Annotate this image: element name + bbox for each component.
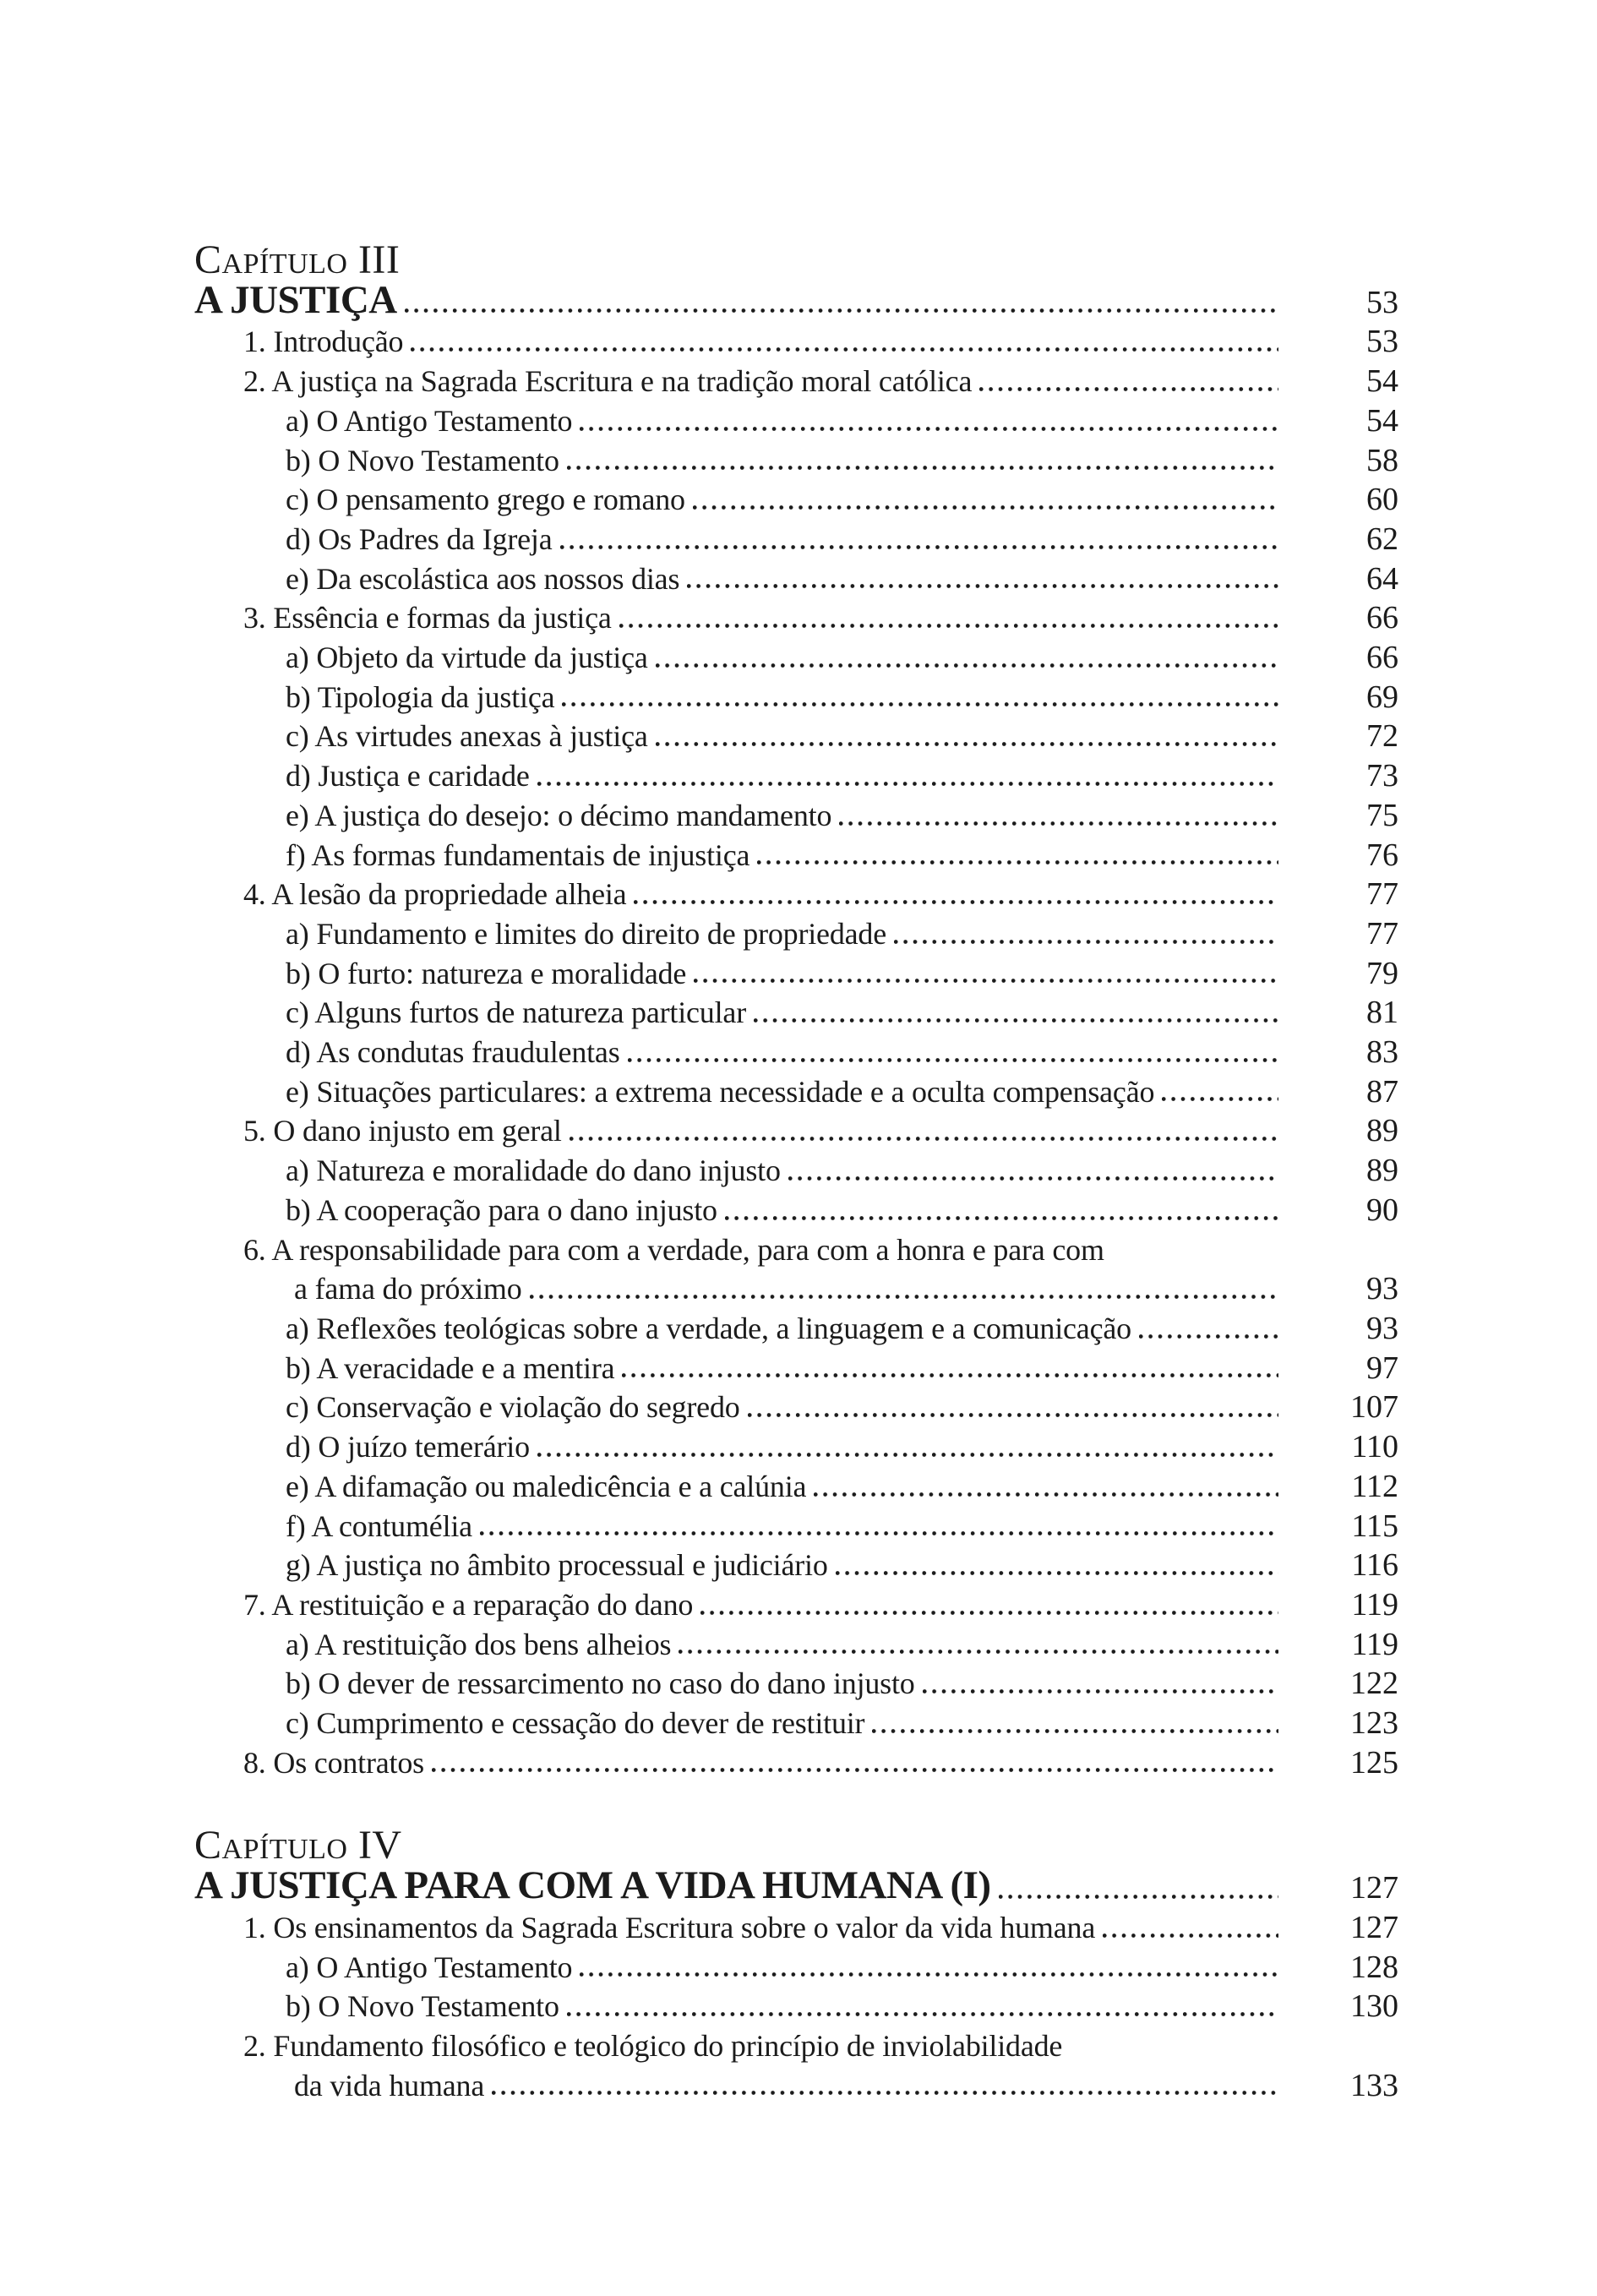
- toc-entry-label: b) O Novo Testamento: [286, 1989, 559, 2024]
- chapter-title: [194, 277, 1398, 323]
- toc-entry-label: a) A restituição dos bens alheios: [286, 1627, 672, 1661]
- page-number: 125: [1350, 1744, 1398, 1781]
- chapter-label: [194, 1823, 1398, 1868]
- toc-entry-label: a) Natureza e moralidade do dano injusto: [286, 1153, 781, 1188]
- toc-entry-label: c) Conservação e violação do segredo: [286, 1390, 740, 1425]
- toc-entry-label: f) A contumélia: [286, 1508, 472, 1543]
- toc-entry: [194, 441, 1398, 481]
- toc-entry-label: b) Tipologia da justiça: [286, 679, 555, 714]
- toc-entry-label: d) Os Padres da Igreja: [286, 521, 553, 556]
- toc-entry-label: 5. O dano injusto em geral: [243, 1114, 562, 1148]
- dot-leader: [559, 441, 1280, 481]
- toc-page-content: [194, 237, 1398, 2105]
- toc-entry: [194, 1309, 1398, 1349]
- page-number: 130: [1350, 1988, 1398, 2025]
- chapter-title: [194, 1863, 1398, 1908]
- dot-leader: [403, 322, 1280, 362]
- toc-section: [194, 1823, 1398, 2105]
- dot-leader: [648, 717, 1280, 756]
- dot-leader: [626, 875, 1280, 914]
- toc-entry: [194, 717, 1398, 756]
- dot-leader: [572, 1948, 1280, 1988]
- chapter-title-label: A JUSTIÇA PARA COM A VIDA HUMANA (I): [194, 1863, 991, 1908]
- page-number: 87: [1366, 1073, 1398, 1110]
- dot-leader: [1062, 2026, 1280, 2066]
- toc-entry: [194, 638, 1398, 678]
- page-number: 77: [1366, 915, 1398, 952]
- toc-entry: [194, 1269, 1398, 1309]
- toc-entry: [194, 1908, 1398, 1948]
- toc-entry-label: e) A justiça do desejo: o décimo mandamento: [286, 798, 832, 832]
- dot-leader: [1095, 1908, 1280, 1948]
- toc-entry-label: a) Reflexões teológicas sobre a verdade, a linguagem e a comunicação: [286, 1311, 1131, 1345]
- dot-leader: [972, 362, 1280, 401]
- toc-entry: [194, 1427, 1398, 1467]
- dot-leader: [559, 1987, 1280, 2026]
- page-number: 110: [1351, 1429, 1398, 1465]
- toc-entry-label: 8. Os contratos: [243, 1745, 424, 1780]
- toc-entry-label: 2. Fundamento filosófico e teológico do princípio de inviolabilidade: [243, 2028, 1063, 2063]
- page-number: 69: [1366, 679, 1398, 715]
- toc-entry-label: c) Cumprimento e cessação do dever de restituir: [286, 1706, 865, 1741]
- page-number: 54: [1366, 363, 1398, 400]
- dot-leader: [530, 756, 1280, 796]
- toc-entry-label: 2. A justiça na Sagrada Escritura e na tradição moral católica: [243, 364, 973, 399]
- dot-leader: [572, 401, 1280, 441]
- toc-entry: [194, 875, 1398, 914]
- page-number: 133: [1350, 2067, 1398, 2103]
- dot-leader: [400, 241, 1280, 281]
- chapter-label-label: Capítulo III: [194, 237, 401, 282]
- page-number: 83: [1366, 1034, 1398, 1071]
- page-number: 72: [1366, 718, 1398, 755]
- toc-entry: [194, 1033, 1398, 1072]
- toc-entry-label: 7. A restituição e a reparação do dano: [243, 1587, 694, 1622]
- toc-entry-label: e) Situações particulares: a extrema necessidade e a oculta compensação: [286, 1074, 1155, 1109]
- toc-entry-label: d) Justiça e caridade: [286, 759, 530, 794]
- dot-leader: [806, 1467, 1280, 1507]
- toc-entry-label: da vida humana: [294, 2068, 485, 2102]
- toc-entry: [194, 598, 1398, 638]
- toc-entry: [194, 1467, 1398, 1507]
- page-number: 79: [1366, 955, 1398, 991]
- toc-entry-label: a) Fundamento e limites do direito de propriedade: [286, 916, 886, 951]
- toc-entry: [194, 1664, 1398, 1704]
- dot-leader: [864, 1704, 1280, 1743]
- toc-entry: [194, 836, 1398, 875]
- dot-leader: [679, 559, 1280, 599]
- page-number: 112: [1351, 1468, 1398, 1504]
- dot-leader: [530, 1427, 1280, 1467]
- dot-leader: [620, 1033, 1280, 1072]
- page-number: 77: [1366, 876, 1398, 913]
- toc-entry: [194, 1704, 1398, 1743]
- toc-entry-label: e) Da escolástica aos nossos dias: [286, 561, 680, 596]
- dot-leader: [915, 1664, 1280, 1704]
- page-number: 54: [1366, 402, 1398, 439]
- page-number: 75: [1366, 797, 1398, 833]
- toc-entry-label: f) As formas fundamentais de injustiça: [286, 837, 750, 872]
- toc-entry: [194, 1743, 1398, 1783]
- dot-leader: [522, 1269, 1280, 1309]
- dot-leader: [991, 1866, 1280, 1908]
- page-number: 97: [1366, 1350, 1398, 1386]
- toc-entry-label: c) Alguns furtos de natureza particular: [286, 995, 746, 1030]
- page-number: 81: [1366, 995, 1398, 1031]
- toc-entry-label: 4. A lesão da propriedade alheia: [243, 877, 627, 912]
- page-number: 93: [1366, 1310, 1398, 1346]
- dot-leader: [686, 954, 1280, 994]
- toc-entry: [194, 559, 1398, 599]
- page-number: 66: [1366, 600, 1398, 636]
- dot-leader: [402, 1826, 1280, 1866]
- dot-leader: [685, 480, 1280, 520]
- page-number: 64: [1366, 560, 1398, 597]
- page-number: 127: [1350, 1870, 1398, 1906]
- toc-entry: [194, 1388, 1398, 1427]
- dot-leader: [828, 1546, 1280, 1585]
- toc-entry: [194, 993, 1398, 1033]
- toc-entry-label: b) O furto: natureza e moralidade: [286, 956, 687, 990]
- toc-entry-label: 6. A responsabilidade para com a verdade, para com a honra e para com: [243, 1232, 1104, 1267]
- page-number: 115: [1351, 1508, 1398, 1544]
- dot-leader: [562, 1111, 1280, 1151]
- toc-entry: [194, 1625, 1398, 1665]
- toc-entry-label: 1. Os ensinamentos da Sagrada Escritura sobre o valor da vida humana: [243, 1910, 1096, 1944]
- toc-entry-label: b) A veracidade e a mentira: [286, 1350, 615, 1385]
- page-number: 128: [1350, 1949, 1398, 1985]
- toc-entry: [194, 322, 1398, 362]
- dot-leader: [1154, 1072, 1280, 1112]
- page-number: 107: [1350, 1389, 1398, 1426]
- page-number: 53: [1366, 324, 1398, 360]
- toc-entry-label: 3. Essência e formas da justiça: [243, 601, 612, 635]
- toc-entry-label: e) A difamação ou maledicência e a calúnia: [286, 1469, 807, 1503]
- dot-leader: [740, 1388, 1280, 1427]
- dot-leader: [397, 281, 1280, 323]
- toc-entry: [194, 1072, 1398, 1112]
- toc-entry: [194, 362, 1398, 401]
- toc-entry: [194, 954, 1398, 994]
- dot-leader: [554, 678, 1280, 717]
- page-number: 90: [1366, 1192, 1398, 1228]
- dot-leader: [648, 638, 1280, 678]
- dot-leader: [553, 520, 1281, 559]
- dot-leader: [693, 1585, 1280, 1625]
- dot-leader: [484, 2066, 1280, 2106]
- toc-entry-label: g) A justiça no âmbito processual e judiciário: [286, 1548, 828, 1583]
- dot-leader: [424, 1743, 1280, 1783]
- toc-entry-label: d) O juízo temerário: [286, 1430, 530, 1464]
- dot-leader: [781, 1151, 1280, 1191]
- toc-entry: [194, 401, 1398, 441]
- toc-entry-label: 1. Introdução: [243, 324, 404, 359]
- toc-entry: [194, 1349, 1398, 1388]
- toc-section: [194, 237, 1398, 1782]
- dot-leader: [746, 993, 1280, 1033]
- toc-entry: [194, 1507, 1398, 1546]
- toc-entry: [194, 1151, 1398, 1191]
- toc-entry-label: d) As condutas fraudulentas: [286, 1035, 620, 1070]
- toc-entry-label: a fama do próximo: [294, 1272, 522, 1306]
- toc-entry: [194, 796, 1398, 836]
- dot-leader: [472, 1507, 1280, 1546]
- toc-entry: [194, 756, 1398, 796]
- dot-leader: [886, 914, 1280, 954]
- chapter-label-label: Capítulo IV: [194, 1823, 402, 1868]
- toc-entry: [194, 2066, 1398, 2106]
- toc-entry-label: b) O Novo Testamento: [286, 443, 559, 477]
- dot-leader: [612, 598, 1280, 638]
- page-number: 119: [1351, 1586, 1398, 1622]
- dot-leader: [671, 1625, 1280, 1665]
- page-number: 60: [1366, 482, 1398, 518]
- toc-entry-label: a) Objeto da virtude da justiça: [286, 641, 648, 675]
- toc-entry: [194, 1987, 1398, 2026]
- toc-entry: [194, 1585, 1398, 1625]
- page-number: 93: [1366, 1271, 1398, 1307]
- toc-entry: [194, 914, 1398, 954]
- dot-leader: [749, 836, 1280, 875]
- toc-entry: [194, 1111, 1398, 1151]
- page-number: 73: [1366, 758, 1398, 794]
- toc-entry: [194, 1230, 1398, 1270]
- page-number: 89: [1366, 1113, 1398, 1149]
- page-number: 58: [1366, 442, 1398, 478]
- toc-entry: [194, 520, 1398, 559]
- page-number: 116: [1351, 1547, 1398, 1584]
- page-number: 123: [1350, 1705, 1398, 1742]
- toc-entry-label: a) O Antigo Testamento: [286, 1950, 573, 1984]
- page-number: 122: [1350, 1666, 1398, 1702]
- toc-entry-label: c) O pensamento grego e romano: [286, 483, 685, 517]
- toc-entry: [194, 480, 1398, 520]
- dot-leader: [717, 1191, 1280, 1230]
- toc-entry-label: a) O Antigo Testamento: [286, 403, 573, 438]
- dot-leader: [831, 796, 1280, 836]
- toc-entry-label: b) A cooperação para o dano injusto: [286, 1192, 717, 1227]
- toc-entry: [194, 2026, 1398, 2066]
- toc-entry-label: c) As virtudes anexas à justiça: [286, 719, 648, 754]
- page-number: 53: [1366, 284, 1398, 320]
- toc-entry: [194, 1191, 1398, 1230]
- dot-leader: [1131, 1309, 1280, 1349]
- chapter-label: [194, 237, 1398, 282]
- page-number: 119: [1351, 1626, 1398, 1662]
- page-number: 127: [1350, 1909, 1398, 1945]
- toc-entry: [194, 1546, 1398, 1585]
- toc-entry: [194, 1948, 1398, 1988]
- dot-leader: [1104, 1230, 1280, 1270]
- toc-entry-label: b) O dever de ressarcimento no caso do dano injusto: [286, 1666, 915, 1701]
- page-number: 66: [1366, 640, 1398, 676]
- toc-entry: [194, 678, 1398, 717]
- dot-leader: [614, 1349, 1280, 1388]
- page-number: 62: [1366, 521, 1398, 557]
- chapter-title-label: A JUSTIÇA: [194, 277, 397, 322]
- page-number: 76: [1366, 837, 1398, 873]
- page-number: 89: [1366, 1153, 1398, 1189]
